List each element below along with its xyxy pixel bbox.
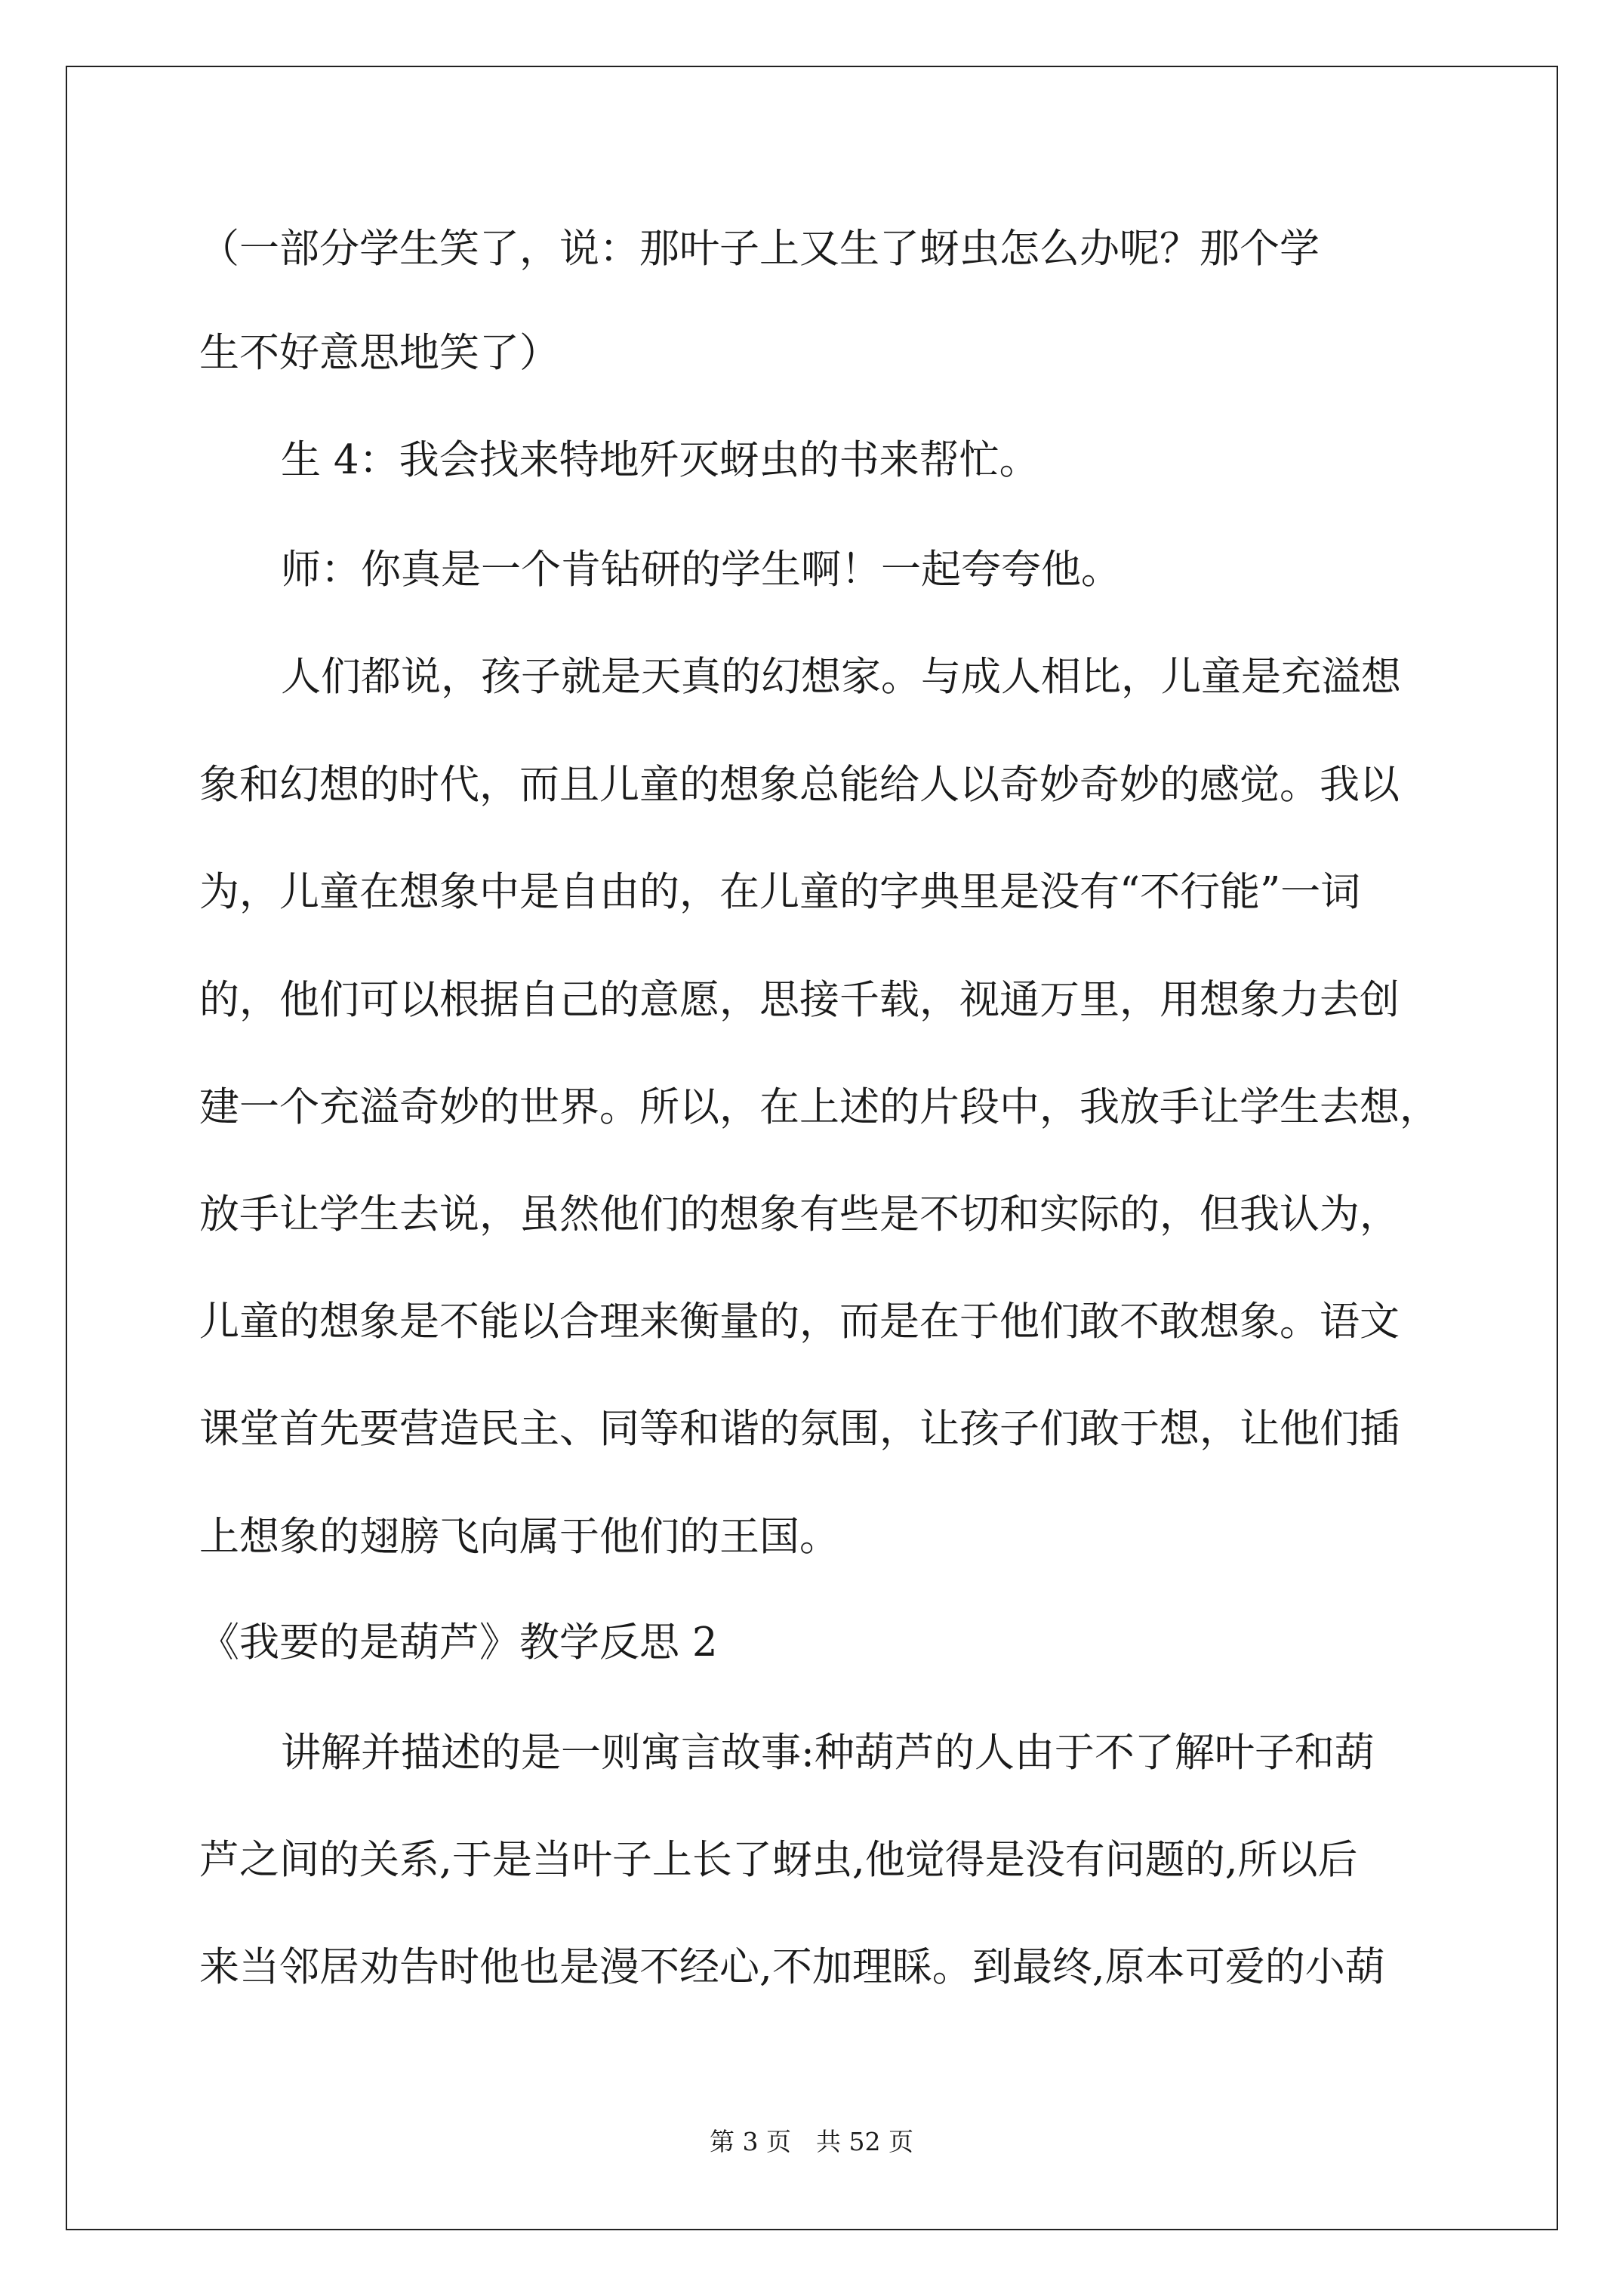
paragraph-line-1: （一部分学生笑了，说：那叶子上又生了蚜虫怎么办呢？那个学 bbox=[199, 226, 1320, 272]
paragraph-line-2: 生不好意思地笑了） bbox=[199, 330, 559, 376]
paragraph-line-17: 来当邻居劝告时他也是漫不经心,不加理睬。到最终,原本可爱的小葫 bbox=[199, 1944, 1385, 1990]
paragraph-line-10: 放手让学生去说，虽然他们的想象有些是不切和实际的，但我认为， bbox=[199, 1191, 1400, 1237]
paragraph-line-11: 儿童的想象是不能以合理来衡量的，而是在于他们敢不敢想象。语文 bbox=[199, 1299, 1400, 1345]
paragraph-line-6: 象和幻想的时代，而且儿童的想象总能给人以奇妙奇妙的感觉。我以 bbox=[199, 762, 1400, 808]
section-heading: 《我要的是葫芦》教学反思 2 bbox=[199, 1620, 718, 1666]
paragraph-line-9: 建一个充溢奇妙的世界。所以，在上述的片段中，我放手让学生去想， bbox=[199, 1084, 1440, 1130]
paragraph-line-13: 上想象的翅膀飞向属于他们的王国。 bbox=[199, 1514, 839, 1560]
paragraph-line-12: 课堂首先要营造民主、同等和谐的氛围，让孩子们敢于想，让他们插 bbox=[199, 1406, 1400, 1452]
paragraph-line-3: 生 4：我会找来特地歼灭蚜虫的书来帮忙。 bbox=[281, 437, 1039, 483]
paragraph-line-4: 师：你真是一个肯钻研的学生啊！一起夸夸他。 bbox=[281, 547, 1121, 593]
paragraph-line-8: 的，他们可以根据自己的意愿，思接千载，视通万里，用想象力去创 bbox=[199, 977, 1400, 1023]
page-border bbox=[66, 66, 1558, 2230]
paragraph-line-5: 人们都说，孩子就是天真的幻想家。与成人相比，儿童是充溢想 bbox=[281, 654, 1401, 700]
page-number-footer: 第 3 页 共 52 页 bbox=[710, 2127, 913, 2156]
paragraph-line-7: 为，儿童在想象中是自由的，在儿童的字典里是没有“不行能”一词 bbox=[199, 869, 1361, 915]
paragraph-line-16: 芦之间的关系,于是当叶子上长了蚜虫,他觉得是没有问题的,所以后 bbox=[199, 1837, 1358, 1883]
paragraph-line-15: 讲解并描述的是一则寓言故事:种葫芦的人由于不了解叶子和葫 bbox=[281, 1730, 1375, 1776]
